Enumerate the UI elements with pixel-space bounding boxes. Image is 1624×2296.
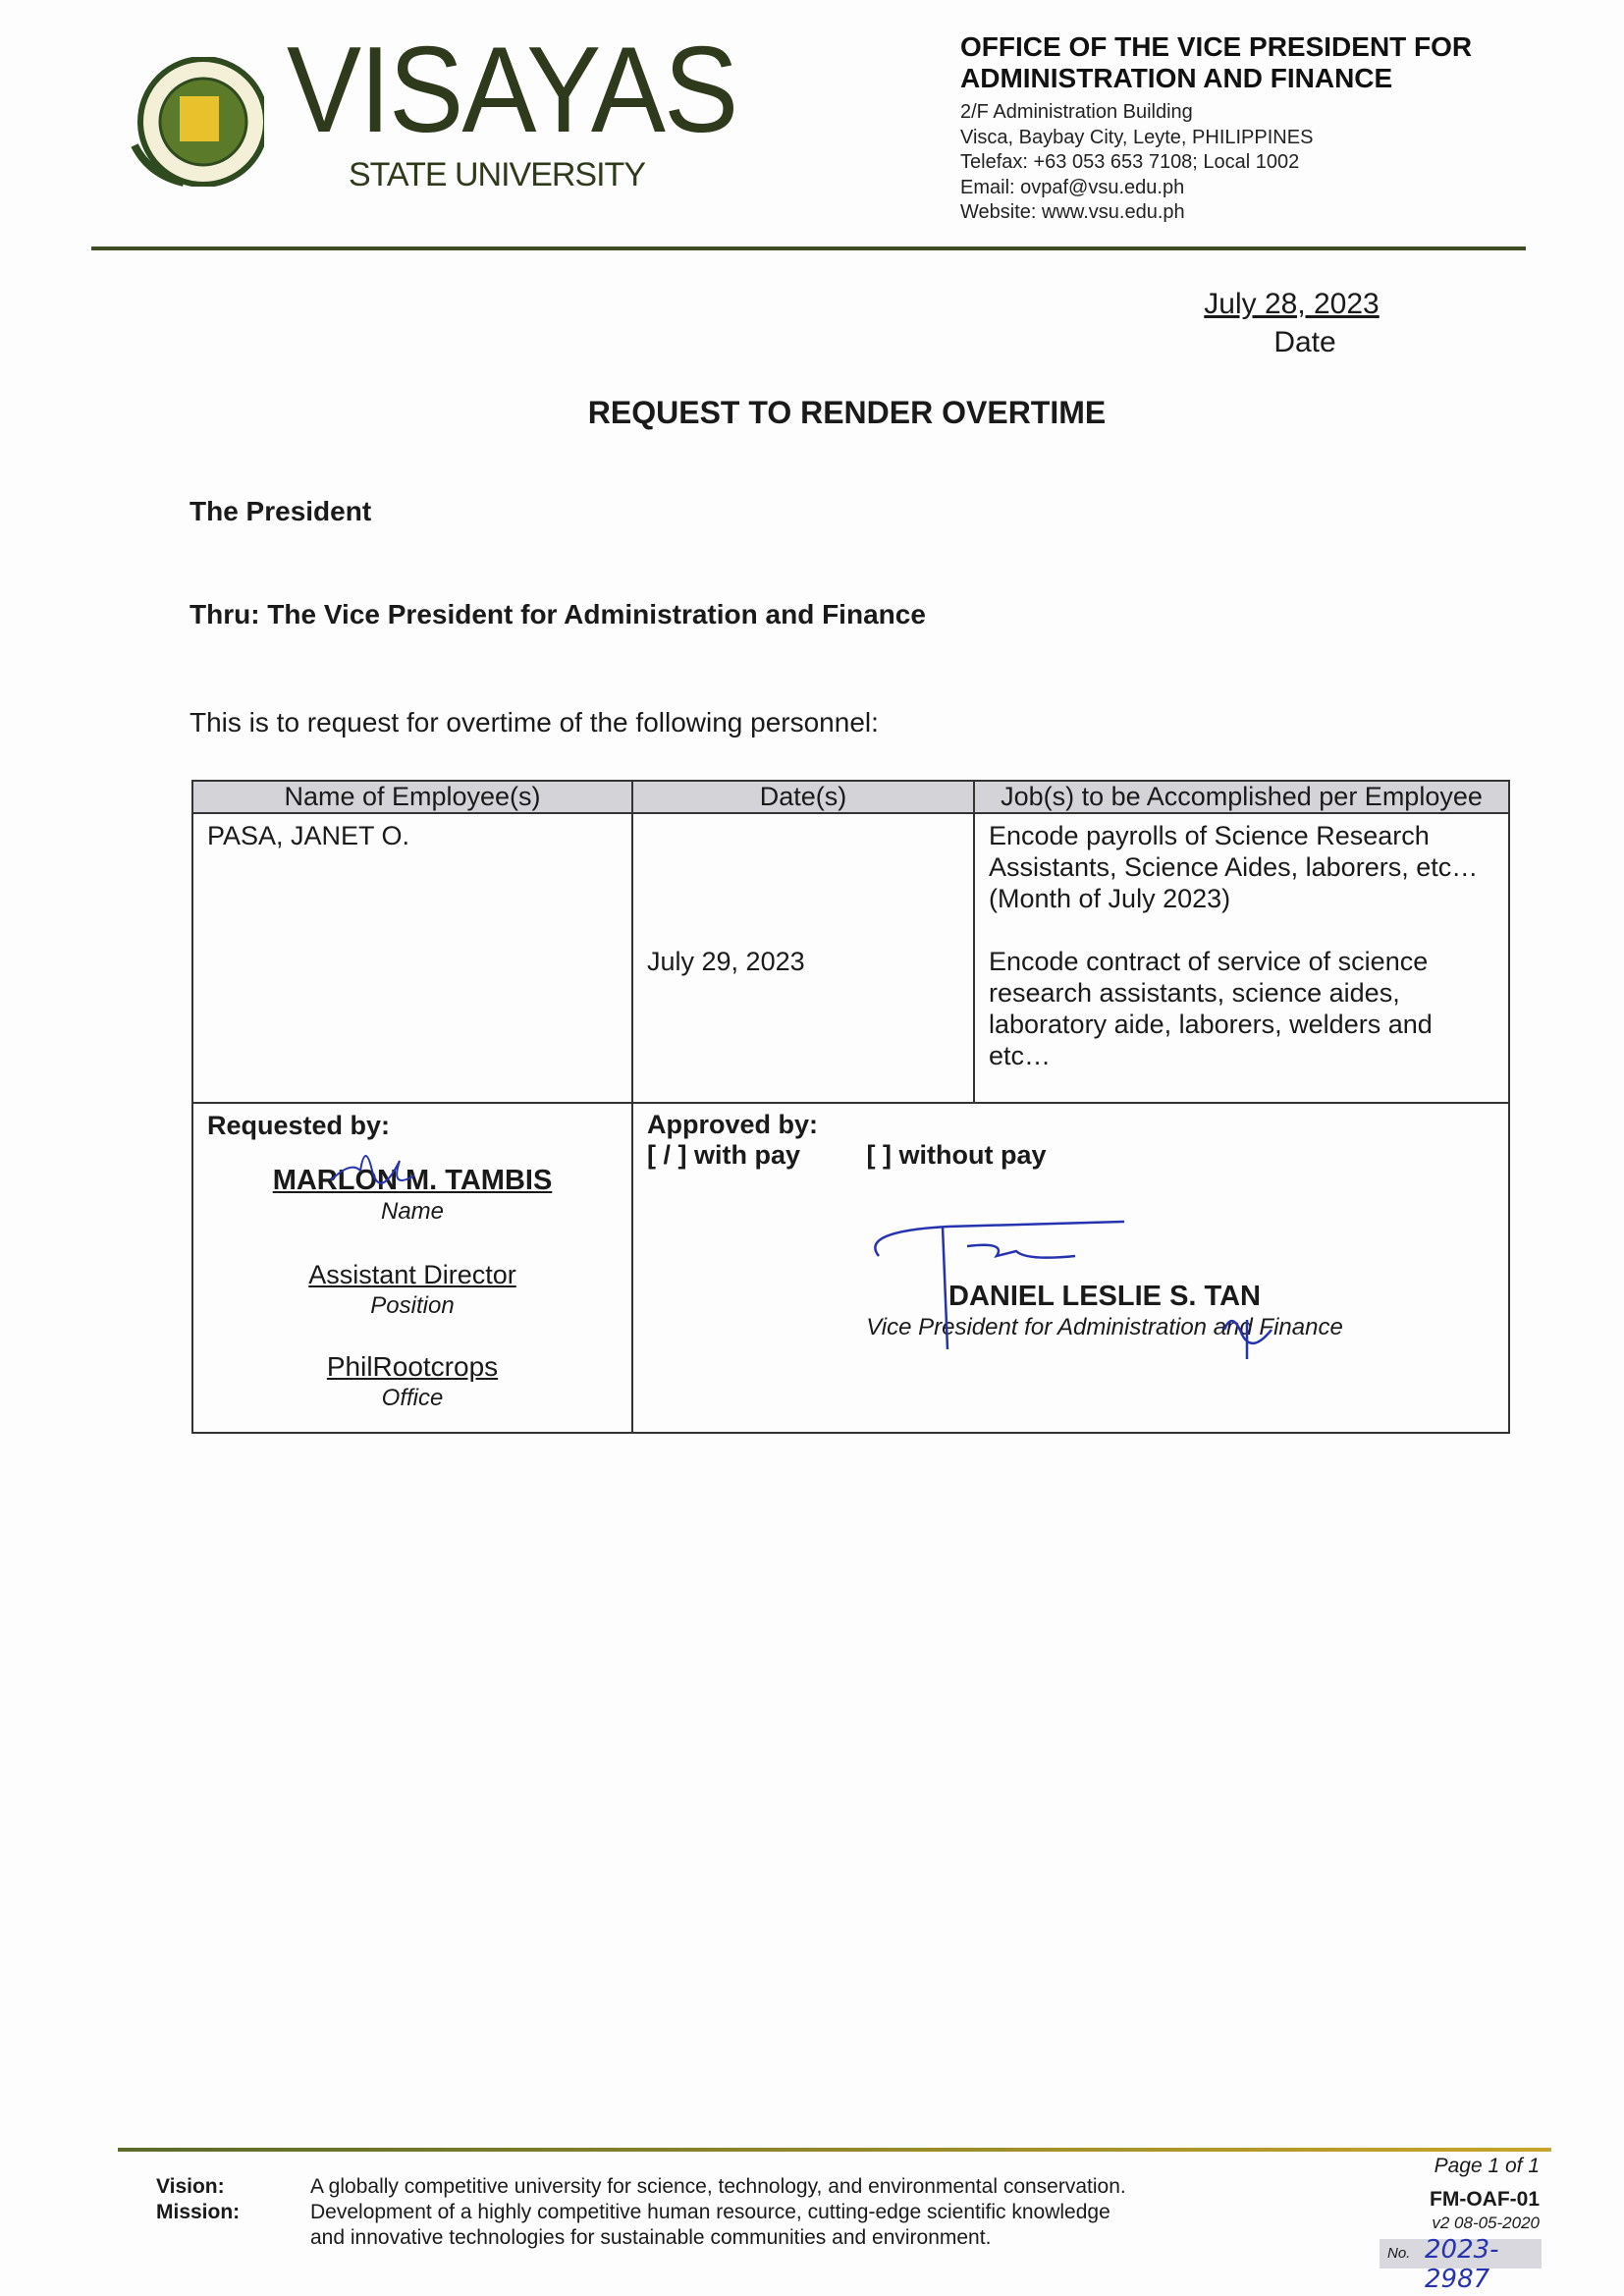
employee-name: PASA, JANET O. — [192, 813, 632, 1103]
requester-name: MARLON M. TAMBIS — [272, 1165, 553, 1196]
page-number: Page 1 of 1 — [1434, 2155, 1540, 2177]
control-number-value: 2023-2987 — [1425, 2235, 1499, 2294]
vision-text: A globally competitive university for science, technology, and environmental conservation. — [310, 2175, 1126, 2198]
thru-line: Thru: The Vice President for Administration and Finance — [189, 599, 926, 629]
university-seal-logo — [115, 57, 264, 187]
requested-by-label: Requested by: — [207, 1111, 391, 1140]
mission-text: Development of a highly competitive human resource, cutting-edge scientific knowledge — [310, 2201, 1110, 2223]
office-address — [960, 100, 1313, 226]
office-name — [960, 31, 1472, 94]
footer-text — [310, 2174, 1126, 2251]
office-line: OFFICE OF THE VICE PRESIDENT FOR — [960, 31, 1473, 62]
approved-by-label: Approved by: — [647, 1110, 819, 1139]
document-title: REQUEST TO RENDER OVERTIME — [587, 395, 1107, 430]
table-row — [192, 813, 1509, 1103]
job-item: Encode contract of service of science research assistants, science aides, laboratory aide, laborers, welders and etc… — [989, 947, 1433, 1070]
footer-labels — [156, 2174, 240, 2225]
form-version: v2 08-05-2020 — [1432, 2214, 1540, 2232]
intro-text: This is to request for overtime of the following personnel: — [189, 707, 879, 738]
column-header: Name of Employee(s) — [192, 781, 632, 813]
requested-by-cell — [192, 1103, 632, 1433]
column-header: Date(s) — [632, 781, 974, 813]
requester-office: PhilRootcrops — [326, 1351, 499, 1382]
logo-subtitle: STATE UNIVERSITY — [349, 156, 646, 193]
overtime-date — [632, 813, 974, 1103]
office-label: Office — [381, 1385, 444, 1411]
addressee: The President — [189, 496, 372, 526]
email: Email: ovpaf@vsu.edu.ph — [960, 176, 1185, 198]
name-label: Name — [380, 1198, 445, 1225]
requester-position: Assistant Director — [308, 1260, 516, 1289]
date-label: Date — [1273, 326, 1336, 358]
logo-wordmark: VISAYAS — [287, 23, 737, 158]
approved-by-cell — [632, 1103, 1509, 1433]
job-item: Encode payrolls of Science Research Assistants, Science Aides, laborers, etc…(Month of July 2023) — [989, 821, 1479, 913]
form-code: FM-OAF-01 — [1430, 2188, 1540, 2211]
website: Website: www.vsu.edu.ph — [960, 201, 1185, 223]
approver-title: Vice President for Administration and Finance — [866, 1314, 1343, 1340]
header-divider — [91, 246, 1526, 250]
control-number-label: No. — [1387, 2245, 1411, 2262]
table-header-row — [192, 781, 1509, 813]
without-pay-checkbox: [ ] without pay — [866, 1140, 1047, 1170]
vision-label: Vision: — [156, 2175, 225, 2198]
approver-name: DANIEL LESLIE S. TAN — [948, 1281, 1261, 1312]
telefax: Telefax: +63 053 653 7108; Local 1002 — [960, 151, 1300, 173]
date-value: July 28, 2023 — [1204, 288, 1380, 320]
jobs-cell — [974, 813, 1509, 1103]
office-line: ADMINISTRATION AND FINANCE — [960, 63, 1393, 93]
address-line: 2/F Administration Building — [960, 101, 1193, 123]
control-number — [1380, 2235, 1542, 2294]
footer-divider — [118, 2148, 1551, 2152]
date-text: July 29, 2023 — [647, 947, 805, 976]
mission-label: Mission: — [156, 2201, 241, 2223]
address-line: Visca, Baybay City, Leyte, PHILIPPINES — [960, 126, 1314, 148]
overtime-table — [191, 780, 1510, 1434]
position-label: Position — [370, 1292, 455, 1319]
with-pay-checkbox: [ / ] with pay — [647, 1140, 801, 1170]
column-header: Job(s) to be Accomplished per Employee — [974, 781, 1509, 813]
signature-row — [192, 1103, 1509, 1433]
mission-text: and innovative technologies for sustainable communities and environment. — [310, 2226, 992, 2249]
